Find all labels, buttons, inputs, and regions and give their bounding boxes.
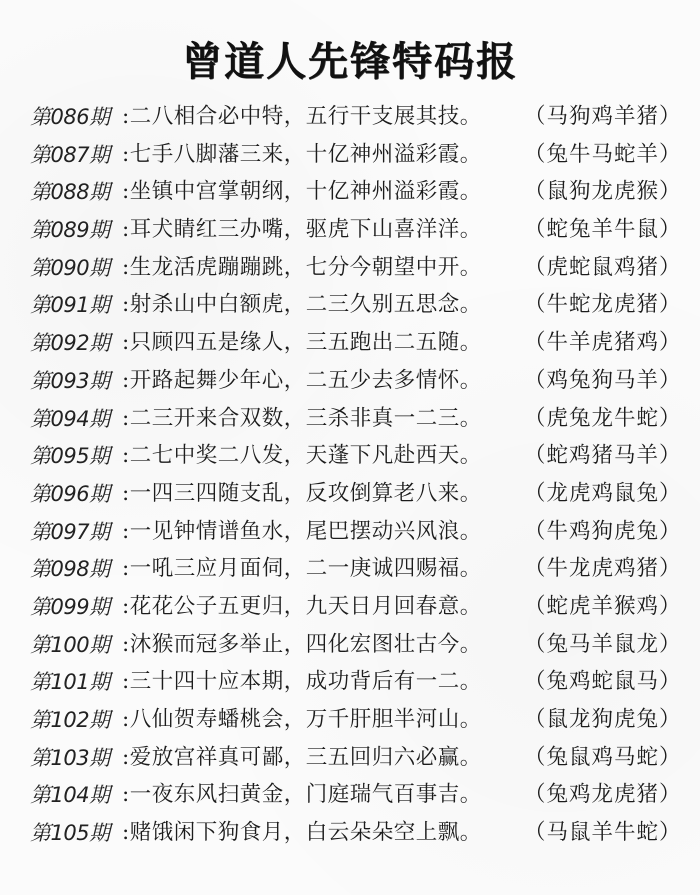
zodiac-list: （兔牛马蛇羊） [524,141,682,167]
verse-text: :开路起舞少年心，二五少去多情怀。 [122,367,482,393]
verse-text: :一吼三应月面伺，二一庚诚四赐福。 [122,556,482,582]
zodiac-list: （牛鸡狗虎兔） [524,518,682,544]
prediction-row [30,288,690,326]
verse-text: :坐镇中宫掌朝纲，十亿神州溢彩霞。 [122,179,482,205]
issue-number: 第087期 [30,142,110,167]
issue-number: 第103期 [30,745,110,770]
verse-text: :一四三四随支乱，反攻倒算老八来。 [122,480,482,506]
verse-text: :沐猴而冠多举止，四化宏图壮古今。 [122,631,482,657]
verse-text: :赌饿闲下狗食月，白云朵朵空上飘。 [122,820,482,846]
prediction-list [30,100,690,854]
verse-text: :二八相合必中特，五行干支展其技。 [122,104,482,129]
prediction-row [30,552,690,590]
prediction-row [30,439,690,477]
zodiac-list: （蛇虎羊猴鸡） [524,593,682,619]
prediction-row [30,175,690,213]
zodiac-list: （蛇兔羊牛鼠） [524,217,682,243]
issue-number: 第100期 [30,632,110,657]
issue-number: 第086期 [30,105,110,129]
document-title: 曾道人先锋特码报 [182,39,518,85]
issue-number: 第104期 [30,783,110,808]
prediction-row [30,364,690,402]
verse-text: :射杀山中白额虎，二三久别五思念。 [122,292,482,318]
verse-text: :二三开来合双数，三杀非真一二三。 [122,405,482,431]
zodiac-list: （马鼠羊牛蛇） [524,820,682,846]
verse-text: :生龙活虎蹦蹦跳，七分今朝望中开。 [122,254,482,280]
zodiac-list: （兔马羊鼠龙） [524,631,682,657]
issue-number: 第097期 [30,519,110,544]
issue-number: 第094期 [30,406,110,431]
prediction-row [30,741,690,779]
issue-number: 第105期 [30,821,110,846]
issue-number: 第093期 [30,368,110,393]
zodiac-list: （兔鸡龙虎猪） [524,782,682,808]
prediction-row [30,213,690,251]
issue-number: 第101期 [30,670,110,695]
zodiac-list: （鸡兔狗马羊） [524,367,682,393]
prediction-row [30,100,690,138]
prediction-row [30,326,690,364]
zodiac-list: （兔鼠鸡马蛇） [524,744,682,770]
verse-text: :耳犬睛红三办嘴，驱虎下山喜洋洋。 [122,217,482,243]
issue-number: 第092期 [30,331,110,356]
zodiac-list: （龙虎鸡鼠兔） [524,480,682,506]
issue-number: 第088期 [30,180,110,205]
prediction-row [30,515,690,553]
issue-number: 第090期 [30,255,110,280]
prediction-row [30,251,690,289]
prediction-row [30,703,690,741]
zodiac-list: （牛蛇龙虎猪） [524,292,682,318]
zodiac-list: （鼠龙狗虎兔） [524,707,682,732]
prediction-row [30,778,690,816]
prediction-row [30,138,690,176]
verse-text: :八仙贺寿蟠桃会，万千肝胆半河山。 [122,707,482,732]
prediction-row [30,665,690,703]
verse-text: :一夜东风扫黄金，门庭瑞气百事吉。 [122,782,482,808]
zodiac-list: （虎兔龙牛蛇） [524,405,682,431]
zodiac-list: （马狗鸡羊猪） [524,104,682,129]
prediction-row [30,477,690,515]
issue-number: 第089期 [30,218,110,243]
issue-number: 第096期 [30,481,110,506]
prediction-row [30,590,690,628]
issue-number: 第099期 [30,594,110,619]
prediction-row [30,816,690,854]
issue-number: 第091期 [30,293,110,318]
zodiac-list: （牛龙虎鸡猪） [524,556,682,582]
verse-text: :二七中奖二八发，天蓬下凡赴西天。 [122,443,482,469]
issue-number: 第102期 [30,708,110,732]
verse-text: :只顾四五是缘人，三五跑出二五随。 [122,330,482,356]
verse-text: :七手八脚藩三来，十亿神州溢彩霞。 [122,141,482,167]
verse-text: :三十四十应本期，成功背后有一二。 [122,669,482,695]
zodiac-list: （牛羊虎猪鸡） [524,330,682,356]
issue-number: 第098期 [30,557,110,582]
prediction-row [30,402,690,440]
verse-text: :花花公子五更归，九天日月回春意。 [122,593,482,619]
prediction-row [30,628,690,666]
zodiac-list: （蛇鸡猪马羊） [524,443,682,469]
zodiac-list: （兔鸡蛇鼠马） [524,669,682,695]
issue-number: 第095期 [30,444,110,469]
verse-text: :一见钟情谱鱼水，尾巴摆动兴风浪。 [122,518,482,544]
zodiac-list: （鼠狗龙虎猴） [524,179,682,205]
zodiac-list: （虎蛇鼠鸡猪） [524,254,682,280]
verse-text: :爱放宫祥真可鄙，三五回归六必赢。 [122,744,482,770]
